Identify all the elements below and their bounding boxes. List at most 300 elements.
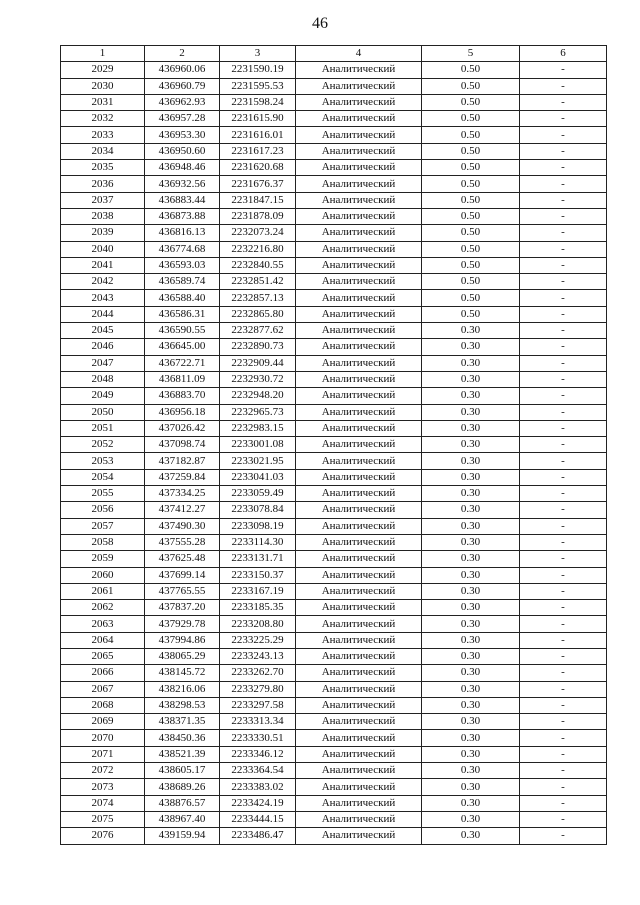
y-coordinate-cell: 2231617.23 <box>220 143 296 159</box>
y-coordinate-cell: 2231595.53 <box>220 78 296 94</box>
table-row <box>61 257 607 273</box>
table-row <box>61 600 607 616</box>
y-coordinate-cell: 2233185.35 <box>220 600 296 616</box>
note-cell: - <box>520 730 607 746</box>
table-row <box>61 306 607 322</box>
table-body <box>61 62 607 844</box>
table-row <box>61 437 607 453</box>
table-row <box>61 78 607 94</box>
note-cell: - <box>520 388 607 404</box>
y-coordinate-cell: 2232073.24 <box>220 225 296 241</box>
accuracy-cell: 0.30 <box>422 453 520 469</box>
method-cell: Аналитический <box>296 225 422 241</box>
method-cell: Аналитический <box>296 143 422 159</box>
x-coordinate-cell: 438065.29 <box>145 648 220 664</box>
point-number-cell: 2040 <box>61 241 145 257</box>
table-row <box>61 225 607 241</box>
note-cell: - <box>520 192 607 208</box>
note-cell: - <box>520 355 607 371</box>
y-coordinate-cell: 2233021.95 <box>220 453 296 469</box>
x-coordinate-cell: 437334.25 <box>145 486 220 502</box>
table-row <box>61 323 607 339</box>
y-coordinate-cell: 2231616.01 <box>220 127 296 143</box>
y-coordinate-cell: 2232865.80 <box>220 306 296 322</box>
table-row <box>61 388 607 404</box>
y-coordinate-cell: 2233486.47 <box>220 828 296 844</box>
point-number-cell: 2062 <box>61 600 145 616</box>
accuracy-cell: 0.30 <box>422 551 520 567</box>
accuracy-cell: 0.30 <box>422 371 520 387</box>
note-cell: - <box>520 176 607 192</box>
accuracy-cell: 0.30 <box>422 502 520 518</box>
method-cell: Аналитический <box>296 486 422 502</box>
point-number-cell: 2049 <box>61 388 145 404</box>
y-coordinate-cell: 2231590.19 <box>220 62 296 78</box>
table-row <box>61 763 607 779</box>
table-row <box>61 176 607 192</box>
y-coordinate-cell: 2232909.44 <box>220 355 296 371</box>
point-number-cell: 2037 <box>61 192 145 208</box>
method-cell: Аналитический <box>296 746 422 762</box>
column-header: 1 <box>61 46 145 62</box>
point-number-cell: 2066 <box>61 665 145 681</box>
point-number-cell: 2058 <box>61 534 145 550</box>
method-cell: Аналитический <box>296 551 422 567</box>
x-coordinate-cell: 437555.28 <box>145 534 220 550</box>
accuracy-cell: 0.30 <box>422 746 520 762</box>
accuracy-cell: 0.30 <box>422 811 520 827</box>
x-coordinate-cell: 436873.88 <box>145 208 220 224</box>
table-row <box>61 534 607 550</box>
method-cell: Аналитический <box>296 257 422 273</box>
x-coordinate-cell: 436956.18 <box>145 404 220 420</box>
method-cell: Аналитический <box>296 811 422 827</box>
y-coordinate-cell: 2232840.55 <box>220 257 296 273</box>
note-cell: - <box>520 551 607 567</box>
table-row <box>61 420 607 436</box>
x-coordinate-cell: 436645.00 <box>145 339 220 355</box>
point-number-cell: 2059 <box>61 551 145 567</box>
point-number-cell: 2048 <box>61 371 145 387</box>
y-coordinate-cell: 2232930.72 <box>220 371 296 387</box>
note-cell: - <box>520 779 607 795</box>
point-number-cell: 2051 <box>61 420 145 436</box>
accuracy-cell: 0.30 <box>422 437 520 453</box>
method-cell: Аналитический <box>296 469 422 485</box>
x-coordinate-cell: 437259.84 <box>145 469 220 485</box>
table-row <box>61 567 607 583</box>
method-cell: Аналитический <box>296 420 422 436</box>
y-coordinate-cell: 2233167.19 <box>220 583 296 599</box>
table-row <box>61 632 607 648</box>
point-number-cell: 2029 <box>61 62 145 78</box>
table-row <box>61 160 607 176</box>
y-coordinate-cell: 2233208.80 <box>220 616 296 632</box>
x-coordinate-cell: 439159.94 <box>145 828 220 844</box>
table-row <box>61 274 607 290</box>
accuracy-cell: 0.50 <box>422 290 520 306</box>
accuracy-cell: 0.30 <box>422 567 520 583</box>
x-coordinate-cell: 437026.42 <box>145 420 220 436</box>
table-row <box>61 127 607 143</box>
column-header: 6 <box>520 46 607 62</box>
y-coordinate-cell: 2233078.84 <box>220 502 296 518</box>
accuracy-cell: 0.30 <box>422 616 520 632</box>
y-coordinate-cell: 2231615.90 <box>220 111 296 127</box>
x-coordinate-cell: 437098.74 <box>145 437 220 453</box>
x-coordinate-cell: 436883.44 <box>145 192 220 208</box>
note-cell: - <box>520 62 607 78</box>
point-number-cell: 2033 <box>61 127 145 143</box>
point-number-cell: 2076 <box>61 828 145 844</box>
y-coordinate-cell: 2231676.37 <box>220 176 296 192</box>
accuracy-cell: 0.50 <box>422 208 520 224</box>
y-coordinate-cell: 2233225.29 <box>220 632 296 648</box>
point-number-cell: 2057 <box>61 518 145 534</box>
x-coordinate-cell: 436588.40 <box>145 290 220 306</box>
point-number-cell: 2030 <box>61 78 145 94</box>
accuracy-cell: 0.50 <box>422 62 520 78</box>
point-number-cell: 2041 <box>61 257 145 273</box>
column-header: 2 <box>145 46 220 62</box>
y-coordinate-cell: 2233313.34 <box>220 714 296 730</box>
point-number-cell: 2061 <box>61 583 145 599</box>
x-coordinate-cell: 436816.13 <box>145 225 220 241</box>
y-coordinate-cell: 2233041.03 <box>220 469 296 485</box>
x-coordinate-cell: 436953.30 <box>145 127 220 143</box>
accuracy-cell: 0.30 <box>422 486 520 502</box>
x-coordinate-cell: 438450.36 <box>145 730 220 746</box>
note-cell: - <box>520 714 607 730</box>
accuracy-cell: 0.50 <box>422 143 520 159</box>
note-cell: - <box>520 241 607 257</box>
method-cell: Аналитический <box>296 518 422 534</box>
table-row <box>61 62 607 78</box>
table-row <box>61 616 607 632</box>
y-coordinate-cell: 2233243.13 <box>220 648 296 664</box>
accuracy-cell: 0.30 <box>422 469 520 485</box>
table-row <box>61 518 607 534</box>
note-cell: - <box>520 78 607 94</box>
header-row <box>61 46 607 62</box>
accuracy-cell: 0.50 <box>422 176 520 192</box>
point-number-cell: 2075 <box>61 811 145 827</box>
note-cell: - <box>520 567 607 583</box>
method-cell: Аналитический <box>296 208 422 224</box>
column-header: 4 <box>296 46 422 62</box>
accuracy-cell: 0.30 <box>422 534 520 550</box>
page-number: 46 <box>312 15 328 32</box>
point-number-cell: 2031 <box>61 94 145 110</box>
point-number-cell: 2060 <box>61 567 145 583</box>
table-row <box>61 502 607 518</box>
point-number-cell: 2072 <box>61 763 145 779</box>
note-cell: - <box>520 94 607 110</box>
method-cell: Аналитический <box>296 306 422 322</box>
point-number-cell: 2074 <box>61 795 145 811</box>
x-coordinate-cell: 438521.39 <box>145 746 220 762</box>
point-number-cell: 2073 <box>61 779 145 795</box>
method-cell: Аналитический <box>296 355 422 371</box>
point-number-cell: 2042 <box>61 274 145 290</box>
note-cell: - <box>520 143 607 159</box>
method-cell: Аналитический <box>296 274 422 290</box>
accuracy-cell: 0.30 <box>422 323 520 339</box>
x-coordinate-cell: 438967.40 <box>145 811 220 827</box>
note-cell: - <box>520 763 607 779</box>
note-cell: - <box>520 469 607 485</box>
y-coordinate-cell: 2231598.24 <box>220 94 296 110</box>
y-coordinate-cell: 2233330.51 <box>220 730 296 746</box>
accuracy-cell: 0.30 <box>422 779 520 795</box>
note-cell: - <box>520 160 607 176</box>
method-cell: Аналитический <box>296 697 422 713</box>
note-cell: - <box>520 225 607 241</box>
accuracy-cell: 0.50 <box>422 127 520 143</box>
point-number-cell: 2056 <box>61 502 145 518</box>
table-row <box>61 795 607 811</box>
x-coordinate-cell: 437699.14 <box>145 567 220 583</box>
accuracy-cell: 0.30 <box>422 795 520 811</box>
y-coordinate-cell: 2233059.49 <box>220 486 296 502</box>
y-coordinate-cell: 2233098.19 <box>220 518 296 534</box>
table-row <box>61 111 607 127</box>
table-row <box>61 469 607 485</box>
table-header <box>61 46 607 62</box>
note-cell: - <box>520 583 607 599</box>
y-coordinate-cell: 2232851.42 <box>220 274 296 290</box>
accuracy-cell: 0.50 <box>422 192 520 208</box>
table-row <box>61 681 607 697</box>
table-row <box>61 208 607 224</box>
y-coordinate-cell: 2233444.15 <box>220 811 296 827</box>
accuracy-cell: 0.50 <box>422 111 520 127</box>
method-cell: Аналитический <box>296 583 422 599</box>
point-number-cell: 2063 <box>61 616 145 632</box>
y-coordinate-cell: 2233279.80 <box>220 681 296 697</box>
y-coordinate-cell: 2232965.73 <box>220 404 296 420</box>
method-cell: Аналитический <box>296 600 422 616</box>
method-cell: Аналитический <box>296 795 422 811</box>
method-cell: Аналитический <box>296 730 422 746</box>
method-cell: Аналитический <box>296 160 422 176</box>
table-row <box>61 551 607 567</box>
table-row <box>61 453 607 469</box>
y-coordinate-cell: 2231620.68 <box>220 160 296 176</box>
y-coordinate-cell: 2233297.58 <box>220 697 296 713</box>
accuracy-cell: 0.50 <box>422 306 520 322</box>
accuracy-cell: 0.30 <box>422 665 520 681</box>
note-cell: - <box>520 127 607 143</box>
note-cell: - <box>520 811 607 827</box>
x-coordinate-cell: 437625.48 <box>145 551 220 567</box>
method-cell: Аналитический <box>296 763 422 779</box>
y-coordinate-cell: 2232216.80 <box>220 241 296 257</box>
y-coordinate-cell: 2233262.70 <box>220 665 296 681</box>
method-cell: Аналитический <box>296 94 422 110</box>
table-row <box>61 730 607 746</box>
method-cell: Аналитический <box>296 323 422 339</box>
note-cell: - <box>520 437 607 453</box>
note-cell: - <box>520 681 607 697</box>
table-row <box>61 355 607 371</box>
accuracy-cell: 0.30 <box>422 697 520 713</box>
accuracy-cell: 0.30 <box>422 518 520 534</box>
table-row <box>61 371 607 387</box>
point-number-cell: 2068 <box>61 697 145 713</box>
note-cell: - <box>520 453 607 469</box>
point-number-cell: 2055 <box>61 486 145 502</box>
method-cell: Аналитический <box>296 111 422 127</box>
accuracy-cell: 0.50 <box>422 274 520 290</box>
y-coordinate-cell: 2233150.37 <box>220 567 296 583</box>
accuracy-cell: 0.50 <box>422 241 520 257</box>
note-cell: - <box>520 828 607 844</box>
method-cell: Аналитический <box>296 192 422 208</box>
method-cell: Аналитический <box>296 339 422 355</box>
column-header: 3 <box>220 46 296 62</box>
table-row <box>61 404 607 420</box>
x-coordinate-cell: 437765.55 <box>145 583 220 599</box>
method-cell: Аналитический <box>296 567 422 583</box>
x-coordinate-cell: 436883.70 <box>145 388 220 404</box>
x-coordinate-cell: 436948.46 <box>145 160 220 176</box>
accuracy-cell: 0.30 <box>422 632 520 648</box>
method-cell: Аналитический <box>296 681 422 697</box>
x-coordinate-cell: 436957.28 <box>145 111 220 127</box>
table-row <box>61 697 607 713</box>
y-coordinate-cell: 2232857.13 <box>220 290 296 306</box>
x-coordinate-cell: 436722.71 <box>145 355 220 371</box>
accuracy-cell: 0.30 <box>422 681 520 697</box>
table-row <box>61 714 607 730</box>
method-cell: Аналитический <box>296 616 422 632</box>
x-coordinate-cell: 438689.26 <box>145 779 220 795</box>
x-coordinate-cell: 436960.06 <box>145 62 220 78</box>
x-coordinate-cell: 436590.55 <box>145 323 220 339</box>
x-coordinate-cell: 436586.31 <box>145 306 220 322</box>
point-number-cell: 2052 <box>61 437 145 453</box>
y-coordinate-cell: 2233383.02 <box>220 779 296 795</box>
accuracy-cell: 0.30 <box>422 763 520 779</box>
method-cell: Аналитический <box>296 534 422 550</box>
accuracy-cell: 0.30 <box>422 420 520 436</box>
note-cell: - <box>520 339 607 355</box>
accuracy-cell: 0.30 <box>422 583 520 599</box>
table-row <box>61 241 607 257</box>
note-cell: - <box>520 746 607 762</box>
x-coordinate-cell: 436589.74 <box>145 274 220 290</box>
point-number-cell: 2032 <box>61 111 145 127</box>
point-number-cell: 2067 <box>61 681 145 697</box>
method-cell: Аналитический <box>296 62 422 78</box>
accuracy-cell: 0.30 <box>422 600 520 616</box>
point-number-cell: 2071 <box>61 746 145 762</box>
method-cell: Аналитический <box>296 828 422 844</box>
method-cell: Аналитический <box>296 665 422 681</box>
note-cell: - <box>520 257 607 273</box>
x-coordinate-cell: 437929.78 <box>145 616 220 632</box>
x-coordinate-cell: 436774.68 <box>145 241 220 257</box>
x-coordinate-cell: 437412.27 <box>145 502 220 518</box>
note-cell: - <box>520 648 607 664</box>
note-cell: - <box>520 290 607 306</box>
point-number-cell: 2054 <box>61 469 145 485</box>
note-cell: - <box>520 795 607 811</box>
table-row <box>61 648 607 664</box>
table-row <box>61 583 607 599</box>
y-coordinate-cell: 2233424.19 <box>220 795 296 811</box>
table-row <box>61 94 607 110</box>
method-cell: Аналитический <box>296 127 422 143</box>
x-coordinate-cell: 437182.87 <box>145 453 220 469</box>
note-cell: - <box>520 632 607 648</box>
accuracy-cell: 0.30 <box>422 828 520 844</box>
y-coordinate-cell: 2233001.08 <box>220 437 296 453</box>
point-number-cell: 2035 <box>61 160 145 176</box>
table-row <box>61 339 607 355</box>
y-coordinate-cell: 2231878.09 <box>220 208 296 224</box>
coordinates-table <box>60 45 607 845</box>
point-number-cell: 2038 <box>61 208 145 224</box>
note-cell: - <box>520 404 607 420</box>
point-number-cell: 2044 <box>61 306 145 322</box>
point-number-cell: 2045 <box>61 323 145 339</box>
accuracy-cell: 0.50 <box>422 257 520 273</box>
method-cell: Аналитический <box>296 632 422 648</box>
point-number-cell: 2070 <box>61 730 145 746</box>
y-coordinate-cell: 2233364.54 <box>220 763 296 779</box>
note-cell: - <box>520 306 607 322</box>
accuracy-cell: 0.50 <box>422 94 520 110</box>
y-coordinate-cell: 2231847.15 <box>220 192 296 208</box>
y-coordinate-cell: 2232983.15 <box>220 420 296 436</box>
y-coordinate-cell: 2232890.73 <box>220 339 296 355</box>
accuracy-cell: 0.50 <box>422 160 520 176</box>
x-coordinate-cell: 436932.56 <box>145 176 220 192</box>
x-coordinate-cell: 436962.93 <box>145 94 220 110</box>
x-coordinate-cell: 438605.17 <box>145 763 220 779</box>
method-cell: Аналитический <box>296 404 422 420</box>
method-cell: Аналитический <box>296 371 422 387</box>
accuracy-cell: 0.30 <box>422 730 520 746</box>
point-number-cell: 2039 <box>61 225 145 241</box>
point-number-cell: 2047 <box>61 355 145 371</box>
accuracy-cell: 0.30 <box>422 388 520 404</box>
table-row <box>61 746 607 762</box>
accuracy-cell: 0.30 <box>422 714 520 730</box>
point-number-cell: 2036 <box>61 176 145 192</box>
note-cell: - <box>520 697 607 713</box>
table-row <box>61 779 607 795</box>
note-cell: - <box>520 208 607 224</box>
method-cell: Аналитический <box>296 388 422 404</box>
method-cell: Аналитический <box>296 648 422 664</box>
x-coordinate-cell: 436960.79 <box>145 78 220 94</box>
method-cell: Аналитический <box>296 78 422 94</box>
table-row <box>61 290 607 306</box>
x-coordinate-cell: 436811.09 <box>145 371 220 387</box>
note-cell: - <box>520 323 607 339</box>
x-coordinate-cell: 437490.30 <box>145 518 220 534</box>
point-number-cell: 2043 <box>61 290 145 306</box>
accuracy-cell: 0.50 <box>422 78 520 94</box>
note-cell: - <box>520 111 607 127</box>
x-coordinate-cell: 436593.03 <box>145 257 220 273</box>
accuracy-cell: 0.30 <box>422 648 520 664</box>
point-number-cell: 2069 <box>61 714 145 730</box>
method-cell: Аналитический <box>296 241 422 257</box>
